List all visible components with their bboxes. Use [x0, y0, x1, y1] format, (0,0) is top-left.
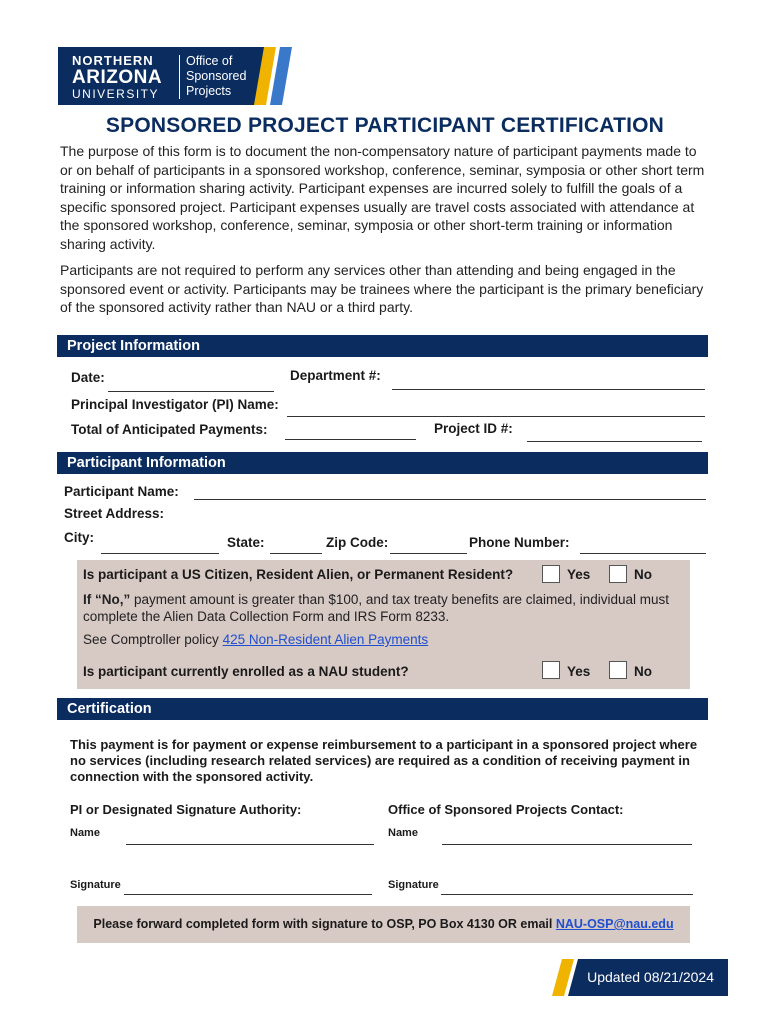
state-label: State:	[227, 535, 265, 550]
osp-printed-name-field[interactable]	[442, 844, 692, 845]
citizen-no-checkbox[interactable]	[609, 565, 627, 583]
department-label: Department #:	[290, 368, 381, 383]
zip-code-field[interactable]	[390, 553, 467, 554]
participant-information-header: Participant Information	[57, 452, 708, 474]
project-id-field[interactable]	[527, 441, 702, 442]
total-payments-label: Total of Anticipated Payments:	[71, 422, 268, 437]
pi-signature-heading: PI or Designated Signature Authority:	[70, 802, 302, 817]
citizen-yes-checkbox[interactable]	[542, 565, 560, 583]
if-no-text: payment amount is greater than $100, and tax treaty benefits are claimed, individual must complete the Alien Data Collection Form and IRS Form 8233.	[83, 592, 670, 624]
project-information-header: Project Information	[57, 335, 708, 357]
if-no-note	[83, 591, 683, 625]
pi-signature-field[interactable]	[124, 894, 372, 895]
project-id-label: Project ID #:	[434, 421, 513, 436]
citizen-question: Is participant a US Citizen, Resident Alien, or Permanent Resident?	[83, 567, 514, 582]
policy-note	[83, 631, 428, 648]
citizenship-panel	[77, 560, 690, 689]
department-field[interactable]	[392, 389, 705, 390]
certification-header: Certification	[57, 698, 708, 720]
phone-number-field[interactable]	[580, 553, 706, 554]
nau-osp-logo	[58, 47, 294, 105]
intro-paragraph-2: Participants are not required to perform any services other than attending and being engaged in the sponsored event or activity. Participants may be trainees where the participant is the primary beneficiary of the sponsored activity rather than NAU or a third party.	[60, 262, 704, 315]
logo-office-of: Office of	[186, 54, 233, 68]
policy-link[interactable]: 425 Non-Resident Alien Payments	[222, 632, 429, 647]
student-question: Is participant currently enrolled as a NAU student?	[83, 664, 409, 679]
citizen-no-label: No	[634, 567, 652, 582]
student-yes-checkbox[interactable]	[542, 661, 560, 679]
forward-text: Please forward completed form with signature to OSP, PO Box 4130 OR email	[93, 917, 556, 931]
participant-name-field[interactable]	[194, 499, 706, 500]
city-label: City:	[64, 530, 94, 545]
logo-sponsored: Sponsored	[186, 69, 247, 83]
policy-prefix: See Comptroller policy	[83, 632, 223, 647]
student-no-checkbox[interactable]	[609, 661, 627, 679]
pi-name-label: Principal Investigator (PI) Name:	[71, 397, 279, 412]
student-no-label: No	[634, 664, 652, 679]
phone-number-label: Phone Number:	[469, 535, 570, 550]
osp-email-link[interactable]: NAU-OSP@nau.edu	[555, 917, 674, 931]
osp-signature-caption: Signature	[388, 879, 439, 891]
certification-text: This payment is for payment or expense reimbursement to a participant in a sponsored project where no services (including research related services) are required as a condition of receiving payment in connection with the sponsored activity.	[70, 737, 698, 784]
logo-northern: NORTHERN	[72, 53, 154, 68]
pi-signature-caption: Signature	[70, 879, 121, 891]
intro-paragraph-1: The purpose of this form is to document the non-compensatory nature of participant payments made to or on behalf of participants in a sponsored workshop, conference, seminar, symposia or other short term training or information sharing activity. Participant expenses are incurred solely to fulfill the goals of a specific sponsored project. Participant expenses usually are travel costs associated with attendance at the sponsored workshop, conference, seminar, symposia or other short-term training or information sharing activity.	[60, 143, 705, 252]
logo-projects: Projects	[186, 84, 232, 98]
osp-name-caption: Name	[388, 827, 418, 839]
osp-signature-field[interactable]	[441, 894, 693, 895]
pi-name-caption: Name	[70, 827, 100, 839]
osp-contact-heading: Office of Sponsored Projects Contact:	[388, 802, 624, 817]
pi-name-field[interactable]	[287, 416, 705, 417]
logo-arizona: ARIZONA	[72, 67, 163, 88]
forward-instructions	[77, 906, 690, 943]
pi-printed-name-field[interactable]	[126, 844, 374, 845]
date-field[interactable]	[108, 391, 274, 392]
street-address-label: Street Address:	[64, 506, 165, 521]
if-no-bold: If “No,”	[83, 592, 131, 607]
logo-stripes	[254, 47, 296, 105]
citizen-yes-label: Yes	[567, 567, 591, 582]
updated-badge	[550, 959, 728, 996]
logo-university: UNIVERSITY	[72, 87, 160, 101]
student-yes-label: Yes	[567, 664, 591, 679]
state-field[interactable]	[270, 553, 322, 554]
date-label: Date:	[71, 370, 105, 385]
zip-code-label: Zip Code:	[326, 535, 389, 550]
logo-divider	[179, 55, 180, 99]
updated-date: Updated 08/21/2024	[587, 969, 714, 985]
participant-name-label: Participant Name:	[64, 484, 179, 499]
city-field[interactable]	[101, 553, 219, 554]
form-title: SPONSORED PROJECT PARTICIPANT CERTIFICATION	[105, 114, 665, 137]
total-payments-field[interactable]	[285, 439, 416, 440]
